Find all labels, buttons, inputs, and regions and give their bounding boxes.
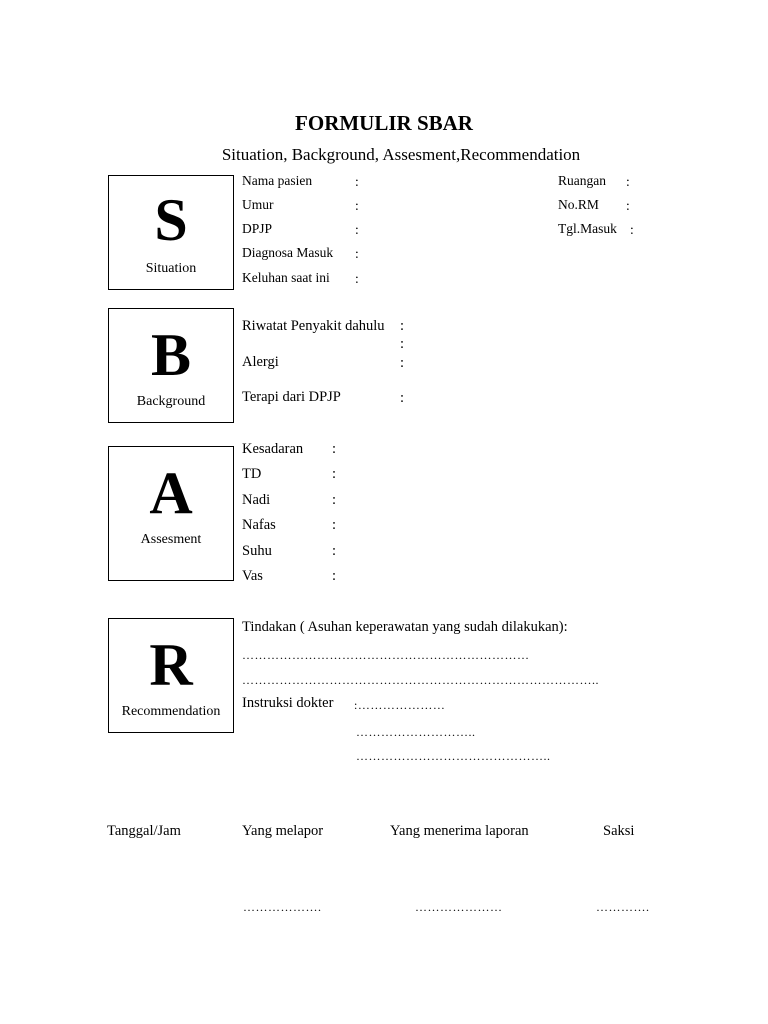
background-box xyxy=(108,308,234,423)
field-nafas: Nafas xyxy=(242,517,276,533)
page-subtitle: Situation, Background, Assesment,Recommendation xyxy=(221,145,581,164)
field-riwayat: Riwatat Penyakit dahulu xyxy=(242,318,385,334)
field-nama-pasien: Nama pasien xyxy=(242,173,313,188)
field-tgl-masuk: Tgl.Masuk xyxy=(558,221,617,236)
tindakan-dots-line-1: …………………………………………………………… xyxy=(242,648,530,662)
colon: : xyxy=(355,222,359,237)
colon: : xyxy=(400,336,405,352)
footer-label-penerima: Yang menerima laporan xyxy=(390,823,529,839)
colon: : xyxy=(332,466,337,482)
assessment-box xyxy=(108,446,234,581)
assessment-label: Assesment xyxy=(140,532,202,547)
field-keluhan: Keluhan saat ini xyxy=(242,270,330,285)
background-label: Background xyxy=(136,394,206,409)
field-no-rm: No.RM xyxy=(558,197,599,212)
field-umur: Umur xyxy=(242,197,274,212)
field-ruangan: Ruangan xyxy=(558,173,606,188)
signature-dots-saksi: …………. xyxy=(596,900,650,914)
signature-dots-pelapor: ………………. xyxy=(243,900,322,914)
footer-label-tanggal: Tanggal/Jam xyxy=(107,823,181,839)
colon: : xyxy=(332,543,337,559)
situation-label: Situation xyxy=(145,261,197,276)
instruksi-dots-line-3: ……………………………………….. xyxy=(356,749,551,763)
colon: : xyxy=(332,517,337,533)
colon: : xyxy=(355,246,359,261)
field-suhu: Suhu xyxy=(242,543,272,559)
field-diagnosa-masuk: Diagnosa Masuk xyxy=(242,245,334,260)
footer-label-saksi: Saksi xyxy=(603,823,635,839)
colon: : xyxy=(630,222,634,237)
tindakan-label: Tindakan ( Asuhan keperawatan yang sudah dilakukan): xyxy=(242,619,568,635)
instruksi-label: Instruksi dokter xyxy=(242,695,334,711)
colon: : xyxy=(355,174,359,189)
field-td: TD xyxy=(242,466,262,482)
field-dpjp: DPJP xyxy=(242,221,273,236)
field-terapi: Terapi dari DPJP xyxy=(242,389,341,405)
tindakan-dots-line-2: ………………………………………………………………………….. xyxy=(242,673,599,687)
recommendation-label: Recommendation xyxy=(121,704,221,719)
background-letter: B xyxy=(150,322,192,388)
field-kesadaran: Kesadaran xyxy=(242,441,304,457)
instruksi-dots-line-1: :………………… xyxy=(354,698,446,712)
assessment-letter: A xyxy=(149,460,193,526)
colon: : xyxy=(332,492,337,508)
situation-box xyxy=(108,175,234,290)
recommendation-box xyxy=(108,618,234,733)
colon: : xyxy=(626,174,630,189)
situation-letter: S xyxy=(154,187,188,253)
colon: : xyxy=(332,441,337,457)
page-title: FORMULIR SBAR xyxy=(295,111,473,135)
field-alergi: Alergi xyxy=(242,354,279,370)
field-vas: Vas xyxy=(242,568,263,584)
colon: : xyxy=(332,568,337,584)
colon: : xyxy=(355,198,359,213)
colon: : xyxy=(400,355,405,371)
instruksi-dots-line-2: ……………………….. xyxy=(356,725,476,739)
footer-label-pelapor: Yang melapor xyxy=(242,823,324,839)
colon: : xyxy=(400,390,405,406)
recommendation-letter: R xyxy=(149,632,193,698)
colon: : xyxy=(626,198,630,213)
colon: : xyxy=(355,271,359,286)
field-nadi: Nadi xyxy=(242,492,271,508)
signature-dots-penerima: ………………… xyxy=(415,900,503,914)
colon: : xyxy=(400,318,405,334)
